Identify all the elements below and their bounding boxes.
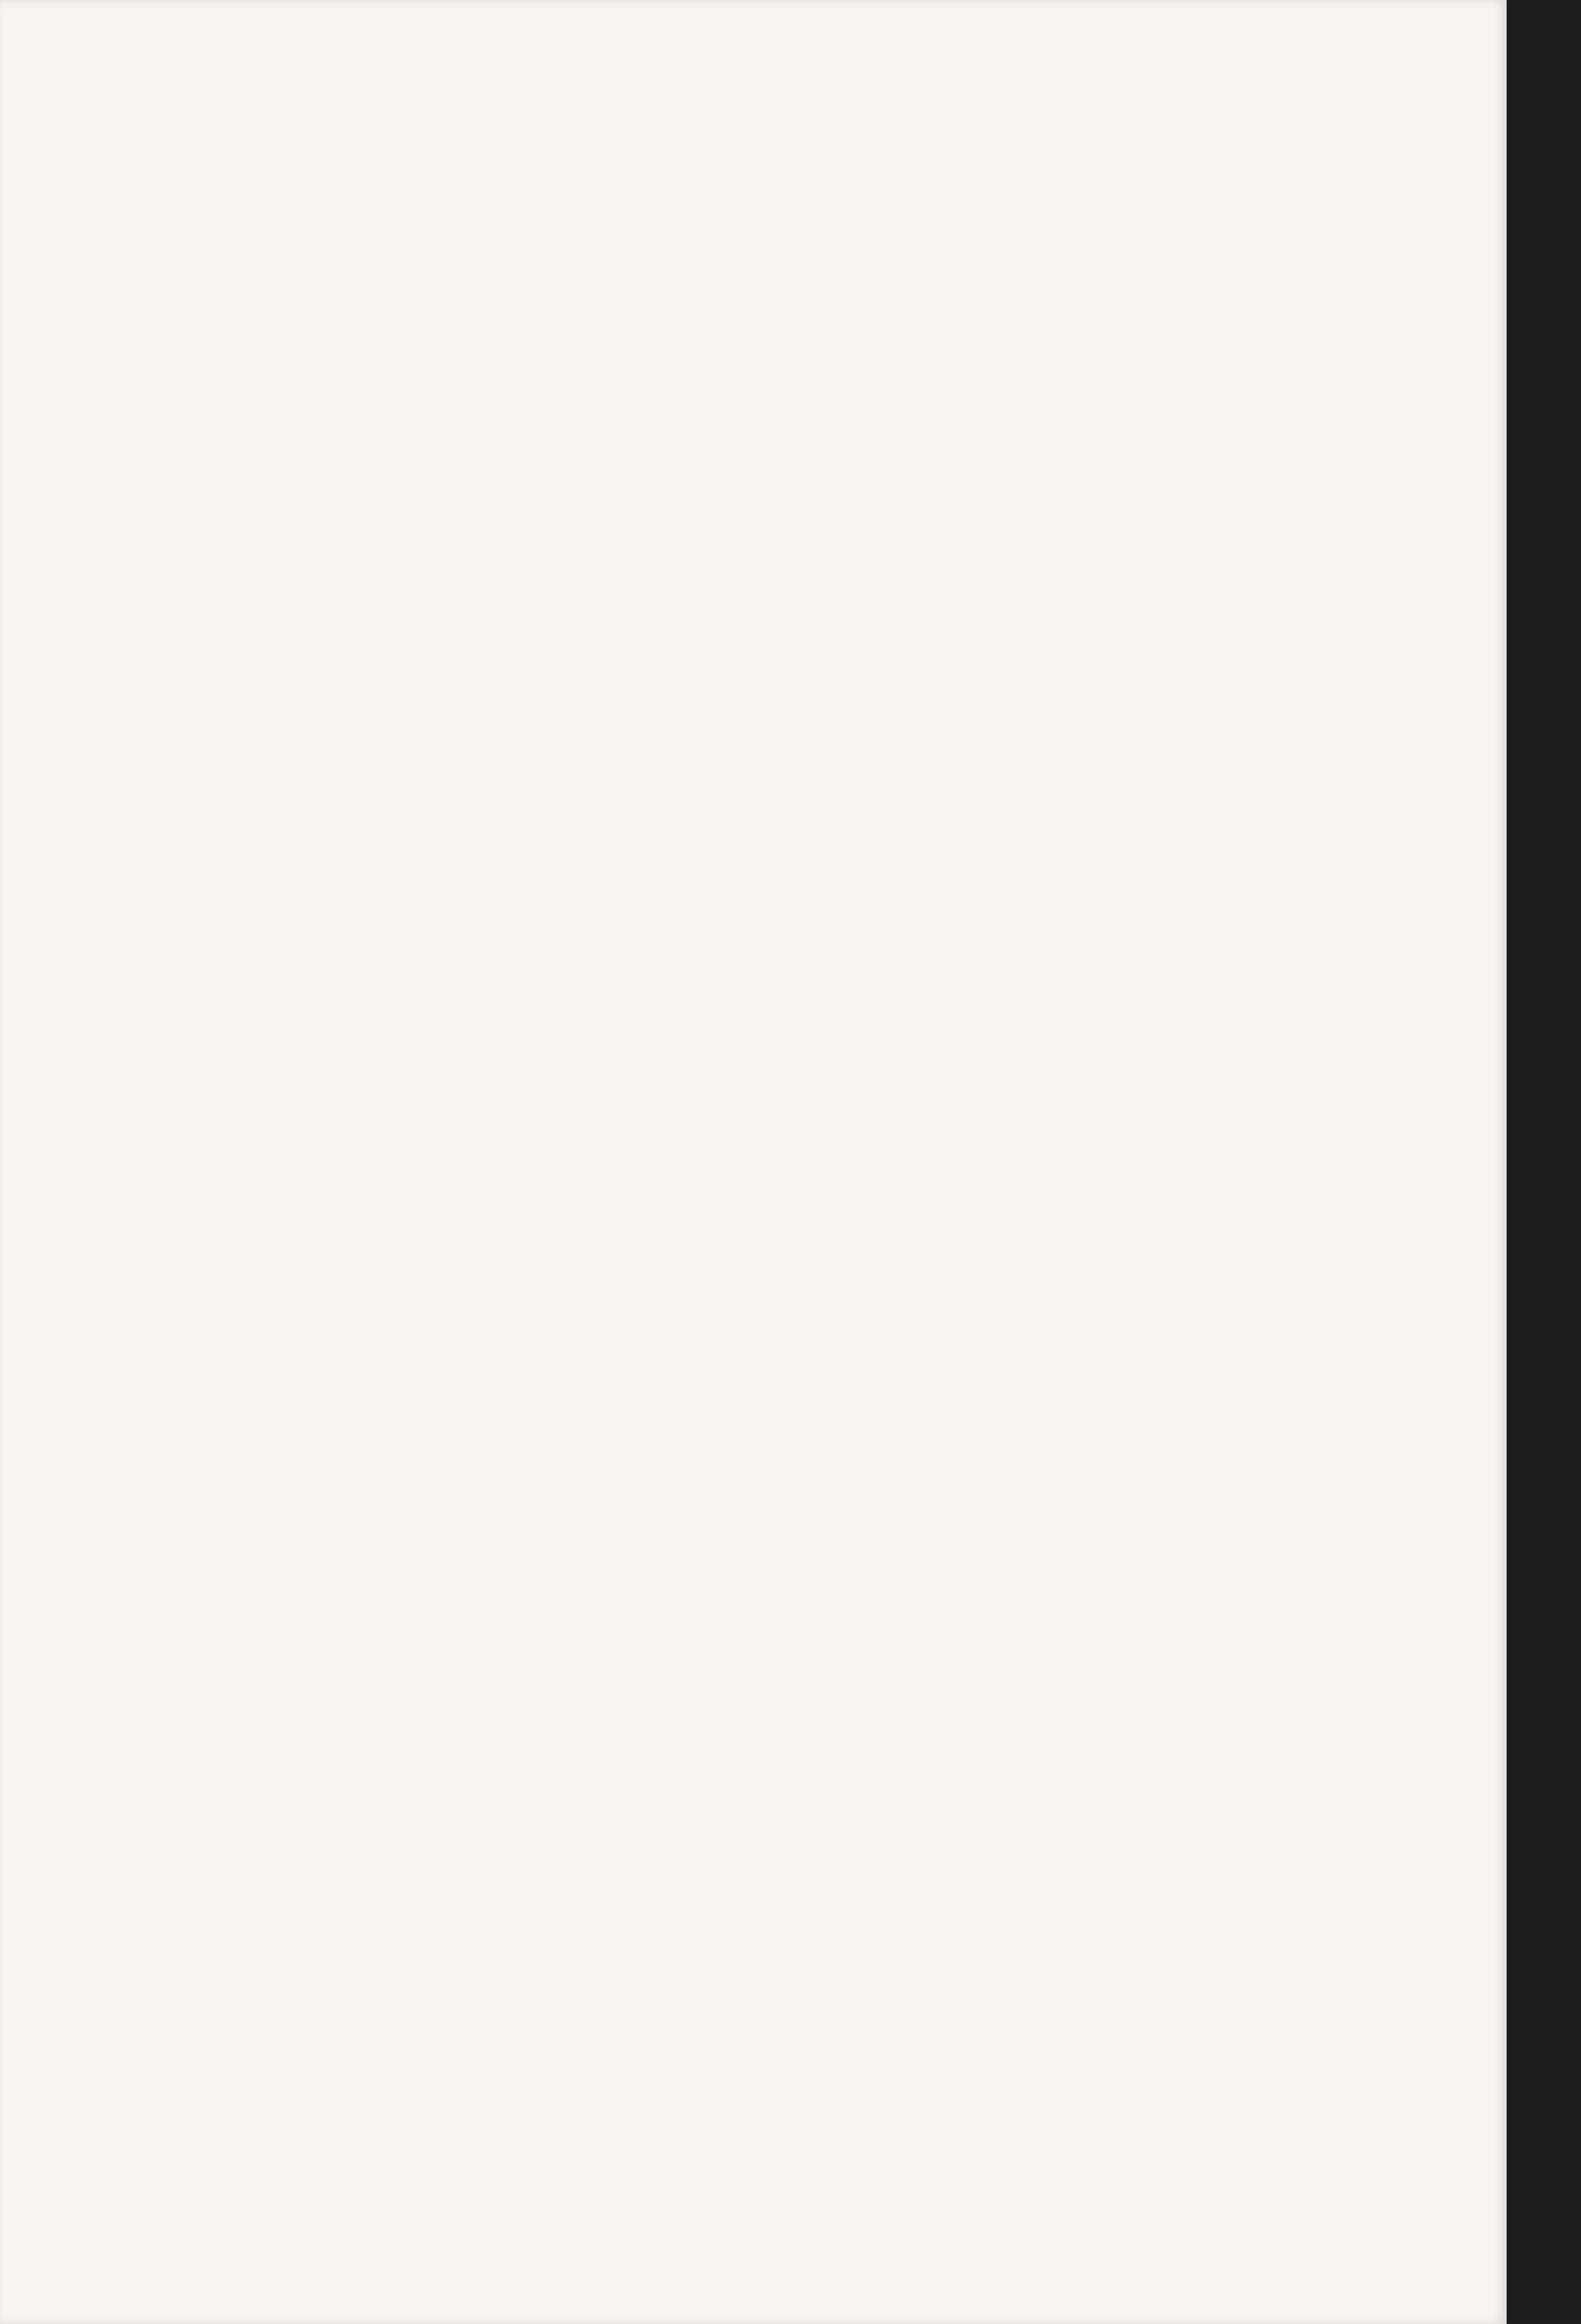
spiral-binding <box>1507 0 1581 2324</box>
